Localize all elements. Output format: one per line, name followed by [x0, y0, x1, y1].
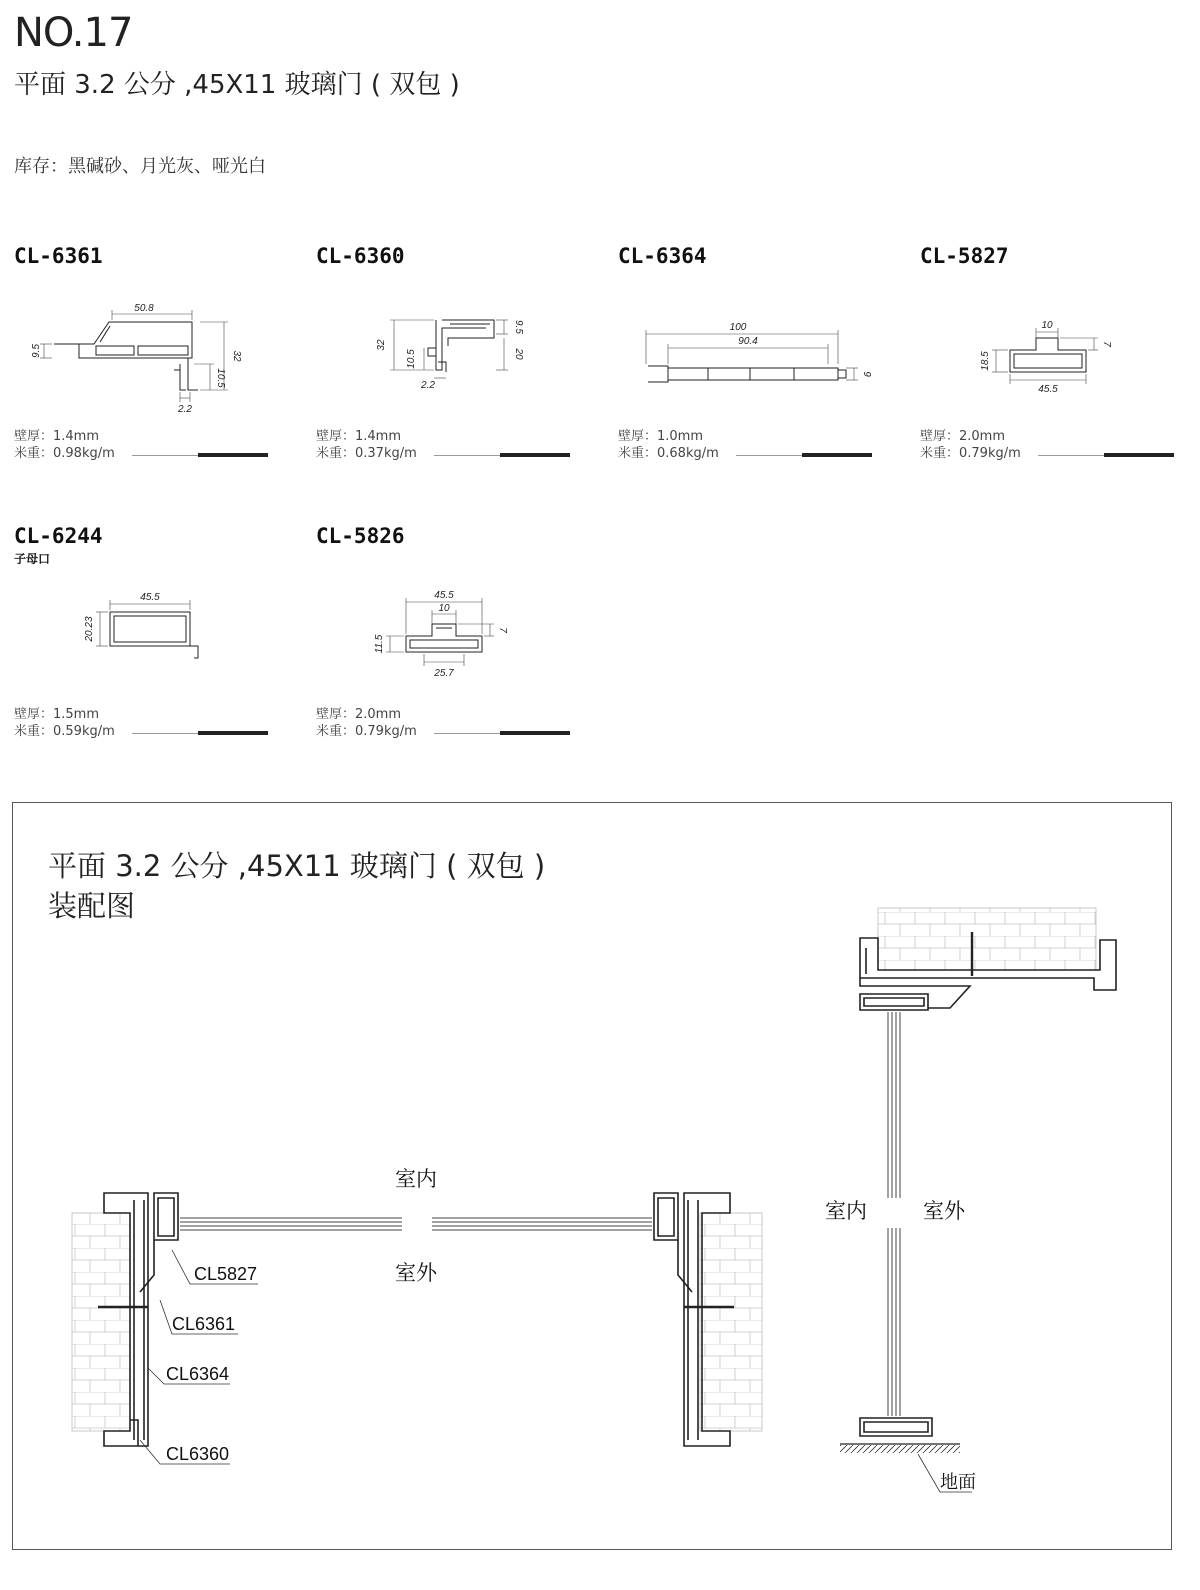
- svg-text:32: 32: [376, 339, 387, 351]
- svg-text:10.5: 10.5: [406, 349, 417, 369]
- product-code: CL-6361: [14, 244, 103, 268]
- page-subtitle: 平面 3.2 公分 ,45X11 玻璃门 ( 双包 ): [14, 70, 460, 100]
- product-code: CL-6364: [618, 244, 707, 268]
- vertical-section: [825, 908, 1116, 1492]
- svg-text:室内: 室内: [825, 1199, 867, 1223]
- wall-thickness: 壁厚：1.0mm: [618, 429, 704, 444]
- svg-text:10: 10: [1041, 320, 1053, 331]
- svg-text:9.5: 9.5: [513, 320, 524, 334]
- svg-text:室外: 室外: [395, 1261, 437, 1285]
- weight-per-meter: 米重：0.68kg/m: [618, 446, 719, 461]
- svg-text:地面: 地面: [940, 1472, 976, 1492]
- svg-text:45.5: 45.5: [1038, 384, 1058, 395]
- svg-text:CL6360: CL6360: [166, 1444, 230, 1464]
- svg-text:9: 9: [861, 371, 872, 377]
- svg-text:室内: 室内: [395, 1167, 437, 1191]
- svg-text:25.7: 25.7: [434, 668, 454, 679]
- weight-per-meter: 米重：0.59kg/m: [14, 724, 115, 739]
- svg-text:50.8: 50.8: [134, 303, 154, 314]
- svg-text:2.2: 2.2: [178, 404, 192, 415]
- svg-text:7: 7: [1101, 341, 1112, 347]
- svg-text:45.5: 45.5: [434, 590, 454, 601]
- right-frame-section: [432, 1193, 762, 1446]
- svg-text:20: 20: [513, 348, 524, 360]
- weight-per-meter: 米重：0.37kg/m: [316, 446, 417, 461]
- svg-text:CL6361: CL6361: [172, 1314, 236, 1334]
- svg-text:7: 7: [497, 627, 508, 633]
- wall-thickness: 壁厚：1.4mm: [316, 429, 402, 444]
- weight-per-meter: 米重：0.98kg/m: [14, 446, 115, 461]
- page-number: NO.17: [14, 10, 133, 56]
- svg-text:室外: 室外: [923, 1199, 965, 1223]
- stock-colors: 库存：黑碱砂、月光灰、哑光白: [14, 156, 266, 177]
- svg-text:100: 100: [729, 322, 747, 333]
- svg-text:11.5: 11.5: [374, 634, 385, 654]
- svg-text:90.4: 90.4: [738, 336, 758, 347]
- wall-thickness: 壁厚：2.0mm: [316, 707, 402, 722]
- product-code: CL-5827: [920, 244, 1009, 268]
- svg-text:CL6364: CL6364: [166, 1364, 230, 1384]
- weight-per-meter: 米重：0.79kg/m: [920, 446, 1021, 461]
- svg-text:9.5: 9.5: [31, 344, 42, 358]
- svg-text:32: 32: [231, 350, 242, 362]
- assembly-title-line1: 平面 3.2 公分 ,45X11 玻璃门 ( 双包 ): [48, 849, 546, 883]
- svg-text:45.5: 45.5: [140, 592, 160, 603]
- product-code: CL-6244: [14, 524, 103, 548]
- svg-text:2.2: 2.2: [421, 380, 435, 391]
- wall-thickness: 壁厚：2.0mm: [920, 429, 1006, 444]
- weight-per-meter: 米重：0.79kg/m: [316, 724, 417, 739]
- wall-thickness: 壁厚：1.4mm: [14, 429, 100, 444]
- assembly-title-line2: 装配图: [48, 889, 136, 923]
- svg-text:18.5: 18.5: [980, 351, 991, 371]
- product-note: 子母口: [14, 552, 51, 566]
- product-code: CL-6360: [316, 244, 405, 268]
- svg-text:20.23: 20.23: [84, 616, 95, 642]
- svg-text:10: 10: [438, 603, 450, 614]
- wall-thickness: 壁厚：1.5mm: [14, 707, 100, 722]
- left-frame-section: [72, 1193, 402, 1464]
- product-code: CL-5826: [316, 524, 405, 548]
- svg-text:CL5827: CL5827: [194, 1264, 258, 1284]
- svg-text:10.5: 10.5: [215, 368, 226, 388]
